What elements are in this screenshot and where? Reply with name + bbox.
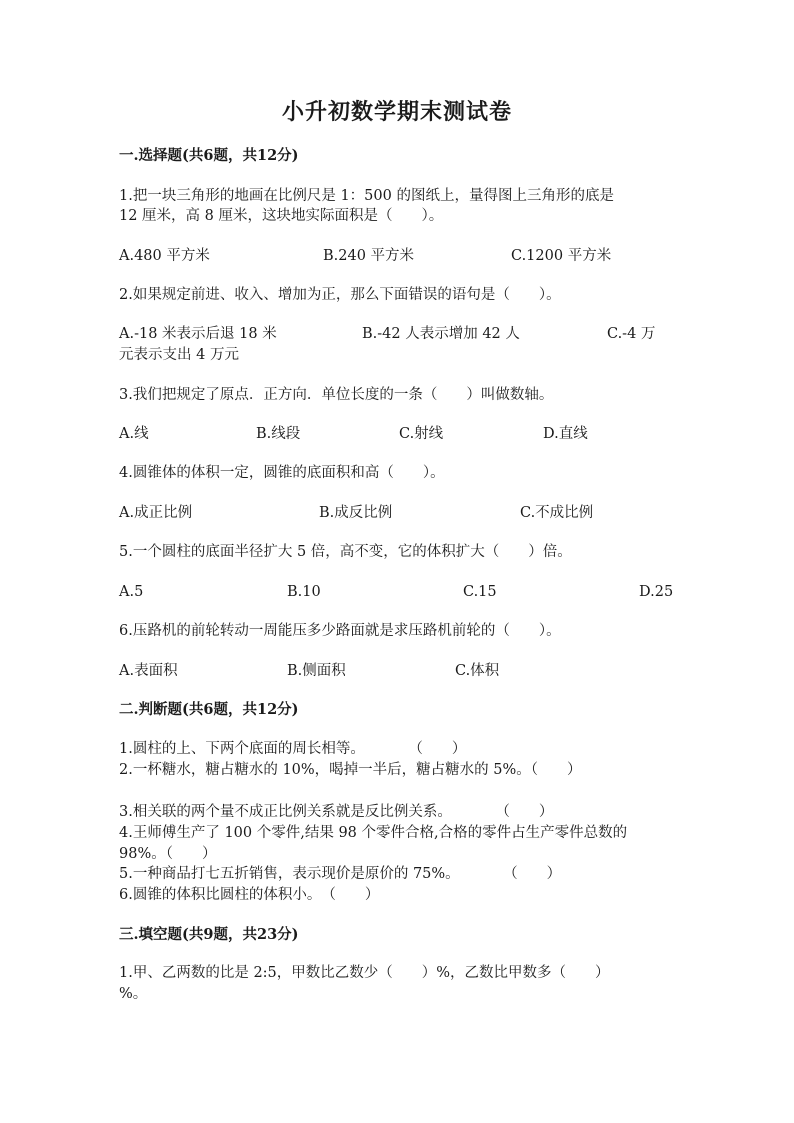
judgment-item: 4.王师傅生产了 100 个零件,结果 98 个零件合格,合格的零件占生产零件总数的 xyxy=(119,825,628,841)
option-b: B.240 平方米 xyxy=(323,248,415,264)
option-c-continued: 元表示支出 4 万元 xyxy=(119,347,239,363)
question-text: 6.压路机的前轮转动一周能压多少路面就是求压路机前轮的（ ）。 xyxy=(119,623,561,639)
option-b: B.线段 xyxy=(256,426,301,442)
option-c: C.-4 万 xyxy=(607,326,656,342)
option-c: C.15 xyxy=(463,584,497,600)
option-c: C.体积 xyxy=(455,663,500,679)
option-a: A.表面积 xyxy=(119,663,178,679)
judgment-item: 2.一杯糖水，糖占糖水的 10%，喝掉一半后，糖占糖水的 5%。（ ） xyxy=(119,762,582,778)
section-heading-judgment: 二.判断题(共6题，共12分) xyxy=(119,701,299,718)
judgment-item-continued: 98%。（ ） xyxy=(119,846,217,862)
question-text: 1.把一块三角形的地画在比例尺是 1：500 的图纸上，量得图上三角形的底是 xyxy=(119,188,614,204)
option-b: B.10 xyxy=(287,584,321,600)
option-c: C.不成比例 xyxy=(520,505,594,521)
option-c: C.1200 平方米 xyxy=(511,248,612,264)
section-heading-choice: 一.选择题(共6题，共12分) xyxy=(119,147,299,164)
option-d: D.直线 xyxy=(543,426,588,442)
option-a: A.-18 米表示后退 18 米 xyxy=(119,326,277,342)
question-text: 5.一个圆柱的底面半径扩大 5 倍，高不变，它的体积扩大（ ）倍。 xyxy=(119,544,572,560)
page-title: 小升初数学期末测试卷 xyxy=(281,99,512,125)
option-a: A.480 平方米 xyxy=(119,248,210,264)
option-b: B.成反比例 xyxy=(319,505,393,521)
section-heading-fill: 三.填空题(共9题，共23分) xyxy=(119,926,299,943)
question-text: 4.圆锥体的体积一定，圆锥的底面积和高（ ）。 xyxy=(119,465,445,481)
option-a: A.线 xyxy=(119,426,149,442)
fill-item: 1.甲、乙两数的比是 2:5，甲数比乙数少（ ）%，乙数比甲数多（ ） xyxy=(119,965,610,981)
fill-item-continued: %。 xyxy=(119,986,148,1002)
judgment-item: 6.圆锥的体积比圆柱的体积小。 （ ） xyxy=(119,887,380,903)
judgment-item: 1.圆柱的上、下两个底面的周长相等。 （ ） xyxy=(119,741,467,757)
option-a: A.成正比例 xyxy=(119,505,193,521)
question-text: 12 厘米，高 8 厘米，这块地实际面积是（ ）。 xyxy=(119,208,444,224)
judgment-item: 3.相关联的两个量不成正比例关系就是反比例关系。 （ ） xyxy=(119,804,554,820)
option-b: B.-42 人表示增加 42 人 xyxy=(362,326,520,342)
option-b: B.侧面积 xyxy=(287,663,346,679)
question-text: 3.我们把规定了原点．正方向．单位长度的一条（ ）叫做数轴。 xyxy=(119,387,554,403)
option-d: D.25 xyxy=(639,584,674,600)
judgment-item: 5.一种商品打七五折销售，表示现价是原价的 75%。 （ ） xyxy=(119,866,562,882)
option-a: A.5 xyxy=(119,584,144,600)
question-text: 2.如果规定前进、收入、增加为正，那么下面错误的语句是（ ）。 xyxy=(119,287,561,303)
option-c: C.射线 xyxy=(399,426,444,442)
